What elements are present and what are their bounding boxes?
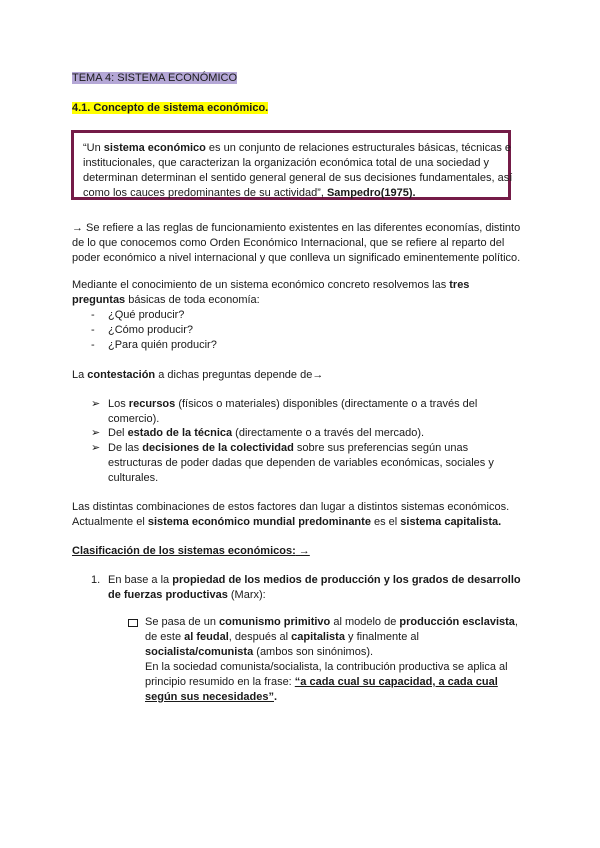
section-heading-text: 4.1. Concepto de sistema económico. <box>72 102 269 114</box>
quote-open: “Un <box>83 142 104 154</box>
subitem-bold: al feudal <box>184 631 229 643</box>
subitem-text: al modelo de <box>330 616 400 628</box>
subitem-text: , <box>514 616 518 628</box>
combinaciones-line-1: Las distintas combinaciones de estos factores dan lugar a distintos sistemas económicos. <box>72 501 510 513</box>
orden-line-3: poder económico a nivel internacional y que conlleva un significado eminentemente político. <box>72 252 521 264</box>
arrow-bullet-icon: ➢ <box>91 398 101 410</box>
subitem-bold: socialista/comunista <box>145 646 254 658</box>
preguntas-line-1: Mediante el conocimiento de un sistema económico concreto resolvemos las <box>72 279 450 291</box>
section-heading <box>72 101 268 116</box>
classification-arrow: → <box>295 545 310 557</box>
orden-line-1: → Se refiere a las reglas de funcionamiento existentes en las diferentes economías, distinto <box>72 222 521 234</box>
factor-text: estructuras de poder dadas que dependen de variables económicas, sociales y <box>108 457 494 469</box>
contestacion-post: a dichas preguntas depende de→ <box>155 369 324 381</box>
factor-text: (físicos o materiales) disponibles (directamente o a través del <box>175 398 478 410</box>
subitem-text: (ambos son sinónimos). <box>253 646 374 658</box>
paragraph-tres-preguntas <box>72 278 469 308</box>
factor-bold: recursos <box>128 398 176 410</box>
arrow-bullet-icon: ➢ <box>91 427 101 439</box>
subitem-bold: producción esclavista <box>399 616 515 628</box>
orden-line-2: de lo que conocemos como Orden Económico Internacional, que se refiere al reparto del <box>72 237 505 249</box>
definition-quote <box>83 141 513 201</box>
subitem-text: Se pasa de un <box>145 616 220 628</box>
list-dash: - <box>91 309 95 321</box>
subitem-text: y finalmente al <box>344 631 419 643</box>
subitem-text: En la sociedad comunista/socialista, la contribución productiva se aplica al <box>145 661 508 673</box>
quote-line-3: determinan determinan el sentido general general de sus decisiones fundamentales, así <box>83 172 513 184</box>
paragraph-contestacion <box>72 368 323 383</box>
list-item: ¿Qué producir? <box>108 309 185 321</box>
classification-item-1 <box>108 573 521 603</box>
subitem-quote: según sus necesidades” <box>145 691 274 703</box>
paragraph-orden-economico <box>72 221 520 266</box>
page-title-text: TEMA 4: SISTEMA ECONÓMICO <box>72 72 238 84</box>
quote-line-2: institucionales, que caracterizan la organización económica total de una sociedad y <box>83 157 490 169</box>
page-title <box>72 71 237 86</box>
list-item: ¿Cómo producir? <box>108 324 193 336</box>
list-item: ¿Para quién producir? <box>108 339 217 351</box>
combinaciones-text: es el <box>370 516 401 528</box>
arrow-bullet-icon: ➢ <box>91 442 101 454</box>
subitem-bold: capitalista <box>291 631 345 643</box>
factor-colectividad <box>108 441 494 486</box>
paragraph-combinaciones <box>72 500 509 530</box>
factor-text: Los <box>108 398 129 410</box>
subitem-text: de este <box>145 631 185 643</box>
list-dash: - <box>91 324 95 336</box>
item1-bold: propiedad de los medios de producción y los grados de desarrollo <box>172 574 521 586</box>
factor-recursos <box>108 397 477 427</box>
factor-text: culturales. <box>108 472 159 484</box>
quote-line-4: como los cauces predominantes de su actividad”, <box>83 187 327 199</box>
subitem-text: . <box>274 691 278 703</box>
item1-text: En base a la <box>108 574 173 586</box>
subitem-text: principio resumido en la frase: <box>145 676 295 688</box>
factor-text: sobre sus preferencias según unas <box>293 442 469 454</box>
combinaciones-text: Actualmente el <box>72 516 148 528</box>
subitem-text: , después al <box>228 631 292 643</box>
quote-term: sistema económico <box>103 142 206 154</box>
subitem-bold: comunismo primitivo <box>219 616 331 628</box>
classification-heading <box>72 544 310 559</box>
factor-bold: estado de la técnica <box>127 427 233 439</box>
factor-text: De las <box>108 442 143 454</box>
quote-author: Sampedro(1975). <box>326 187 416 199</box>
combinaciones-bold: sistema económico mundial predominante <box>147 516 371 528</box>
definition-quote-box <box>71 130 511 200</box>
factor-text: Del <box>108 427 128 439</box>
checkbox-bullet-icon <box>128 619 138 627</box>
contestacion-pre: La <box>72 369 88 381</box>
list-dash: - <box>91 339 95 351</box>
preguntas-bold-2: preguntas <box>72 294 126 306</box>
preguntas-bold-1: tres <box>449 279 470 291</box>
item1-text: (Marx): <box>227 589 266 601</box>
list-number: 1. <box>91 574 101 586</box>
item1-bold: de fuerzas productivas <box>108 589 228 601</box>
factor-bold: decisiones de la colectividad <box>142 442 294 454</box>
factor-text: comercio). <box>108 413 160 425</box>
subitem-quote: “a cada cual su capacidad, a cada cual <box>294 676 498 688</box>
classification-title: Clasificación de los sistemas económicos: <box>72 545 296 557</box>
classification-subitem <box>145 615 518 705</box>
factor-text: (directamente o a través del mercado). <box>232 427 425 439</box>
quote-line-1: es un conjunto de relaciones estructurales básicas, técnicas e <box>205 142 511 154</box>
preguntas-line-2: básicas de toda economía: <box>125 294 260 306</box>
contestacion-bold: contestación <box>87 369 156 381</box>
factor-tecnica <box>108 426 424 441</box>
combinaciones-bold: sistema capitalista. <box>400 516 502 528</box>
